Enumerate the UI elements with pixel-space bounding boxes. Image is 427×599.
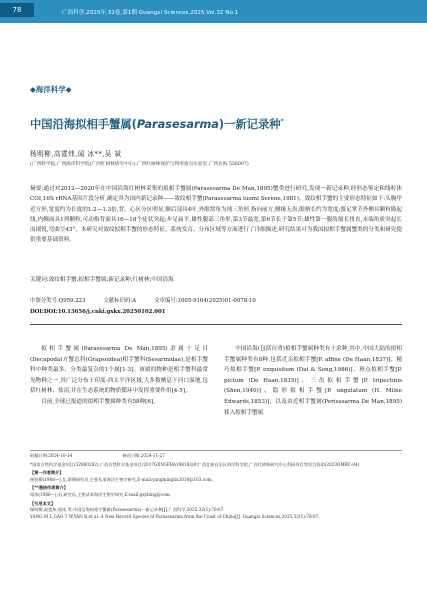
page-number: 78 [0, 3, 34, 17]
divider-top [30, 324, 402, 325]
footnote-divider [30, 450, 402, 451]
title-main: 中国沿海拟相手蟹属( [30, 118, 137, 131]
received-date: 收稿日期:2024-10-14 [30, 453, 73, 458]
body-paragraph: 拟相手蟹属(Parasesarma De Man,1895)隶属十足目(Decapoda)方蟹总科(Grapsoidea)相手蟹科(Sesarmidae),是相手蟹科中种类最多、分类最复杂的1个属[1-3]。该属的物种是相手蟹科最常见物种之一,其广泛分布于印度-西太平洋区域,大多数栖息于河口湿地,包括红树林、盐沼,并在生态系统的物质循环中发挥重要作用[4-5]。 [30, 346, 208, 395]
document-code: 文献标识码:A [103, 298, 137, 304]
citation-chinese: 杨明柳,高霆炜,闻冰,等.中国沿海拟相手蟹属(Parasesarma)一新记录种[J].广西科学,2025,32(1):78-87. [30, 507, 225, 513]
abstract: 摘要:通过对2012—2020年在中国沿海红树林采集的拟相手蟹属(Parasesarma De Man,1895)蟹类进行研究,发现一新记录种,经形态鉴定和线粒体COI,16S rRNA基因片段分析,确定其为国内新记录种——敛纹相手蟹(Parasesarma luomi Serène,1981)。敛纹相手蟹的主要形态特征如下:头胸甲近方形,宽度约为长度的1.2—1.3倍,背、心区分区明显,额后部具4叶,外眼窝角为钝三角形,指向前方,侧缘无齿,眼柄长约为宽度;螯足掌节外侧具颗粒隆起线,内侧面具1列颗粒,可动指背面具16—18个疣状突起;步足扁平,雄性腹部三角形,第3节最宽,第6节长于第5节;雄性第一腹肢细长扭直,末端角质突起长而细锐,弯曲呈45°。本研究对敛纹拟相手蟹的形态特征、系统发育、分布区域等方面进行了详细描述,研究结果可为我国拟相手蟹属蟹类的分类和研究提供重要基础资料。 [30, 186, 402, 244]
classification-line [30, 296, 274, 304]
doi: DOI:DOI:10.13656/j.cnki.gxkx.20250102.001 [30, 309, 166, 315]
first-author-info: 杨明柳(1988—),女,助理研究员,主要从事海洋生物学研究,E-mail:yangmingliu2010@163.com。 [30, 476, 216, 482]
dates-line [30, 453, 402, 460]
article-title [30, 116, 284, 132]
citation-label: 【引用本文】 [30, 500, 56, 506]
funding-note: *国家自然科学基金项目(32060282),广西自然科学基金项目(2017GXNSFBA198183)和广西壮族自治区海洋科学院,广西红树林研究中心科研项目等项目资助(2023GMRC-04) [30, 461, 360, 467]
article-number: 文章编号:1005-9164(2025)01-0078-10 [154, 298, 256, 304]
body-right-column [224, 344, 402, 418]
body-paragraph: 中国沿海(包括台湾)拟相手蟹属种类有十余种,其中,中国大陆的拟相手蟹属种类有8种,包括近亲拟相手蟹[P. affine (De Haan,1837)]、精巧拟相手蟹[P. exquisitum (Dai & Song,1986)]、斑点拟相手蟹[P. pictum (De Haan,1835)]、三齿拟相手蟹[P. tripectinis (Shen,1940)]、隐形拟相手蟹[P. ungulatum (H. Milne Edwards,1853)]、以及由近相手蟹属(Perisesarma De Man,1895)移入拟相手蟹属 [224, 346, 402, 416]
keywords: 关键词:敛纹相手蟹;拟相手蟹属;新记录种;红树林;中国沿海 [30, 277, 174, 283]
title-genus: Parasesarma [136, 118, 219, 131]
corresponding-author-label: 【**通信作者简介】 [30, 485, 68, 491]
revised-date: 修回日期:2024-11-27 [122, 453, 165, 458]
corresponding-author-info: 闻冰(1986—),男,研究员,主要从事海洋生物学研究,E-mail:gxybing@com。 [30, 491, 174, 497]
body-left-column [30, 344, 208, 408]
affiliation: (广西科学院,广西海洋科学院(广西红树林研究中心),广西红树林保护与利用重点实验室,广西北海 536007) [30, 162, 249, 167]
footnotes [30, 453, 402, 520]
authors: 杨明柳,高霆炜,闻 冰**,吴 斌 [30, 150, 122, 158]
journal-citation-line: 广西科学,2025年,32卷,第1期 Guangxi Sciences,2025,Vol.32 No.1 [62, 10, 239, 16]
section-tag: ◆海洋科学◆ [30, 85, 72, 94]
first-author-label: 【第一作者简介】 [30, 470, 64, 476]
clc-number: 中图分类号:Q959.223 [30, 298, 86, 304]
citation-english: YANG M L,GAO T W,YAN B,et al. A New Record Species of Parasesarma from the Coast of China[J]. Guangxi Sciences,2025,32(1):78-87. [30, 513, 320, 519]
title-footnote-mark: * [280, 118, 284, 126]
title-rest: )一新记录种 [218, 118, 281, 131]
body-paragraph: 目前,全球已报道的拟相手蟹属种类有58种[6]。 [41, 398, 159, 405]
